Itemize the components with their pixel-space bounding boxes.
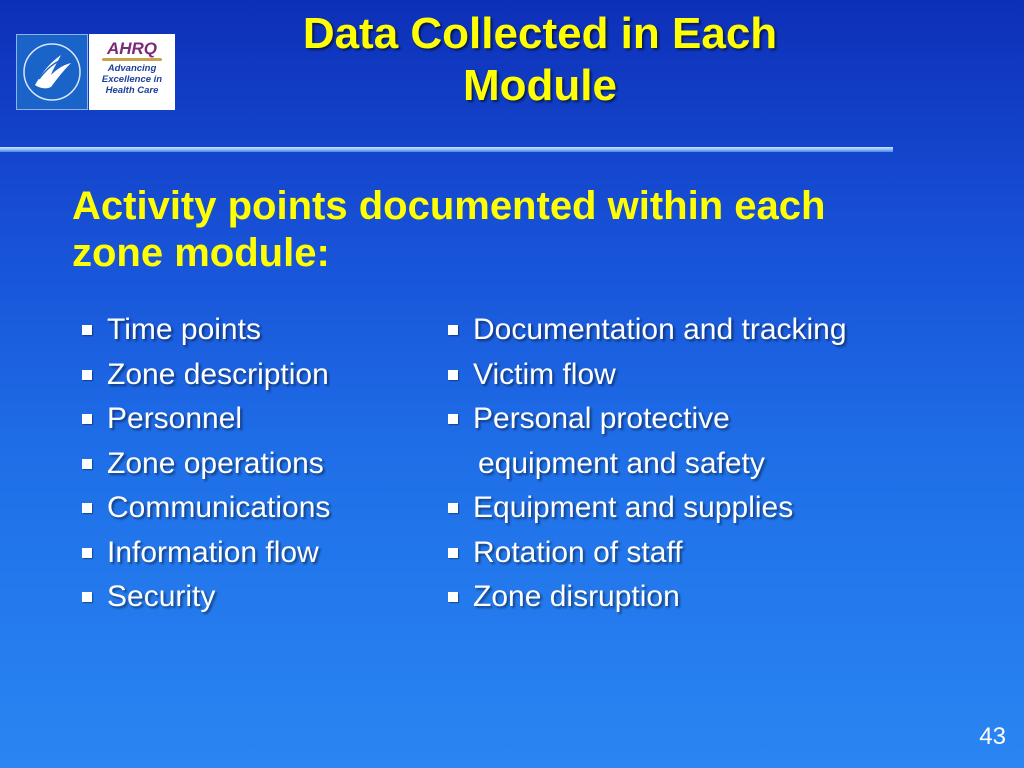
list-item-text: Security xyxy=(107,580,216,613)
list-item xyxy=(80,575,440,620)
list-item-text: Communications xyxy=(107,491,331,524)
list-item-continuation xyxy=(446,442,986,487)
section-heading-line-1: Activity points documented within each xyxy=(72,184,826,228)
ahrq-tagline-3: Health Care xyxy=(105,85,159,96)
square-bullet-icon xyxy=(82,592,92,602)
slide-title-line-2: Module xyxy=(463,61,617,110)
list-item xyxy=(80,353,440,398)
list-item xyxy=(80,308,440,353)
left-bullet-list xyxy=(80,308,440,620)
list-item xyxy=(446,486,986,531)
square-bullet-icon xyxy=(82,503,92,513)
list-item-text: Zone description xyxy=(107,357,329,391)
slide-title-line-1: Data Collected in Each xyxy=(302,9,778,58)
title-divider xyxy=(0,147,893,152)
list-item-text: Documentation and tracking xyxy=(473,313,847,346)
ahrq-swoosh-icon xyxy=(102,58,162,61)
list-item xyxy=(446,531,986,576)
ahrq-tagline-2: Excellence in xyxy=(101,74,163,85)
list-item-text: Personal protective xyxy=(473,402,730,435)
list-item-text: Personnel xyxy=(107,402,243,435)
list-item xyxy=(80,442,440,487)
list-item xyxy=(446,575,986,620)
list-item xyxy=(446,308,986,353)
square-bullet-icon xyxy=(448,325,458,335)
square-bullet-icon xyxy=(448,592,458,602)
page-number: 43 xyxy=(979,723,1006,750)
hhs-eagle-icon xyxy=(17,35,87,109)
list-item-text: Zone operations xyxy=(107,446,324,480)
square-bullet-icon xyxy=(82,548,92,558)
square-bullet-icon xyxy=(448,503,458,513)
square-bullet-icon xyxy=(448,370,458,380)
section-heading-line-2: zone module: xyxy=(72,231,330,275)
ahrq-logo xyxy=(89,34,175,110)
list-item xyxy=(446,397,986,442)
list-item xyxy=(80,486,440,531)
square-bullet-icon xyxy=(448,548,458,558)
list-item-text: Victim flow xyxy=(473,357,616,391)
square-bullet-icon xyxy=(448,414,458,424)
ahrq-mark: AHRQ xyxy=(106,39,158,58)
list-item-text: Time points xyxy=(107,313,261,346)
list-item-text: Rotation of staff xyxy=(473,535,683,569)
slide-title xyxy=(190,8,890,112)
list-item xyxy=(446,353,986,398)
section-heading xyxy=(72,183,912,277)
list-item-text: equipment and safety xyxy=(478,446,765,480)
right-bullet-list xyxy=(446,308,986,620)
square-bullet-icon xyxy=(82,370,92,380)
list-item-text: Information flow xyxy=(107,535,319,569)
list-item-text: Equipment and supplies xyxy=(473,491,794,524)
square-bullet-icon xyxy=(82,414,92,424)
list-item-text: Zone disruption xyxy=(473,580,680,613)
list-item xyxy=(80,531,440,576)
hhs-logo xyxy=(16,34,88,110)
list-item xyxy=(80,397,440,442)
square-bullet-icon xyxy=(82,459,92,469)
ahrq-tagline-1: Advancing xyxy=(107,63,157,74)
square-bullet-icon xyxy=(82,325,92,335)
